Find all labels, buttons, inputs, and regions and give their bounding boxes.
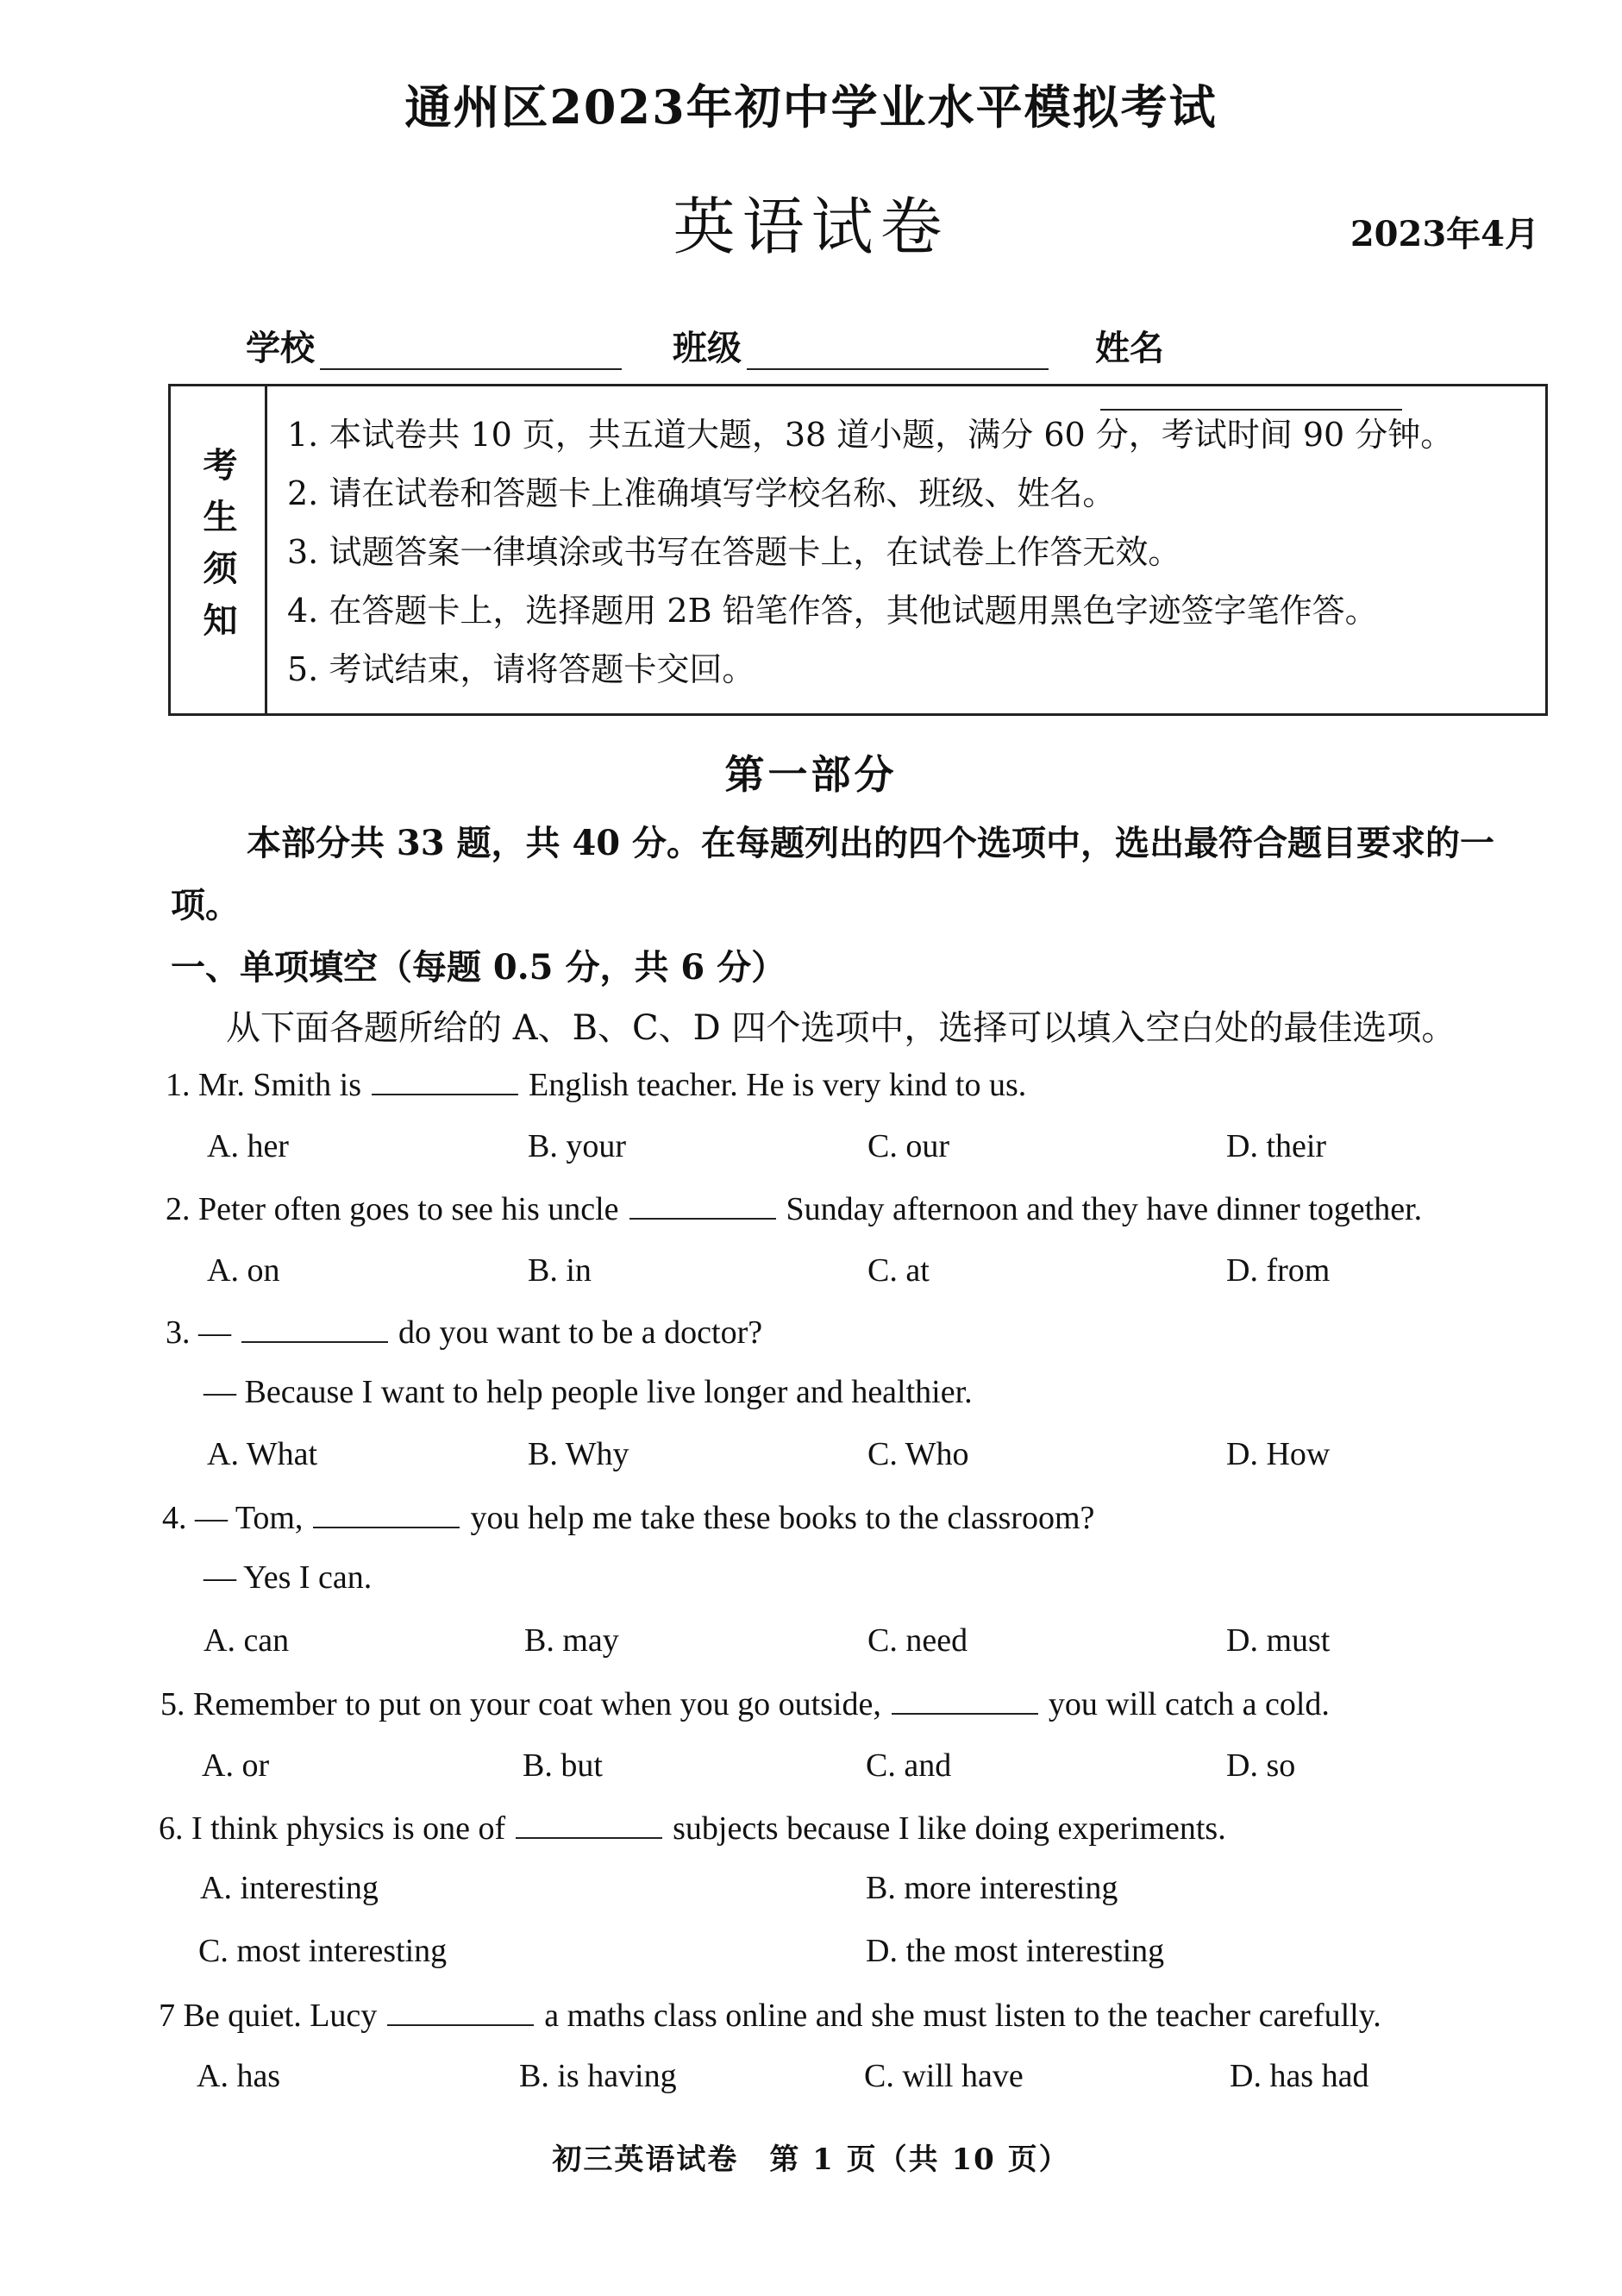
question-2-option-a[interactable]: A. on <box>207 1252 280 1289</box>
question-2-option-b[interactable]: B. in <box>528 1252 592 1289</box>
question-7-option-c[interactable]: C. will have <box>864 2058 1024 2094</box>
notice-label: 考生须知 <box>197 446 238 654</box>
question-6-stem-start: 6. I think physics is one of <box>159 1810 506 1847</box>
question-4-option-d[interactable]: D. must <box>1226 1622 1331 1659</box>
question-1-option-a[interactable]: A. her <box>207 1128 289 1164</box>
name-label: 姓名 <box>1095 328 1164 368</box>
question-2-blank[interactable] <box>629 1189 776 1220</box>
school-blank-line[interactable] <box>320 334 622 370</box>
question-6-option-d[interactable]: D. the most interesting <box>866 1933 1165 1969</box>
exam-title: 通州区2023年初中学业水平模拟考试 <box>404 79 1218 135</box>
question-3-option-d[interactable]: D. How <box>1226 1436 1331 1472</box>
question-6-stem <box>159 1808 1226 1847</box>
part-title: 第一部分 <box>724 751 898 798</box>
notice-list <box>287 412 1537 706</box>
section-heading: 一、单项填空（每题 0.5 分，共 6 分） <box>171 947 786 988</box>
class-label: 班级 <box>673 328 742 368</box>
question-4-reply: — Yes I can. <box>204 1559 373 1596</box>
question-3-reply: — Because I want to help people live longer and healthier. <box>204 1374 973 1410</box>
part-intro: 本部分共 33 题，共 40 分。在每题列出的四个选项中，选出最符合题目要求的一项。 <box>171 823 1495 925</box>
notice-label-cell <box>171 386 267 713</box>
question-7-stem <box>159 1995 1381 2035</box>
question-2-stem <box>166 1189 1422 1228</box>
question-2-stem-end: Sunday afternoon and they have dinner together. <box>786 1191 1423 1227</box>
exam-date: 2023年4月 <box>1350 214 1539 254</box>
question-4-stem <box>162 1497 1094 1537</box>
question-1-blank[interactable] <box>372 1064 518 1095</box>
question-4-option-a[interactable]: A. can <box>204 1622 290 1659</box>
question-4-option-c[interactable]: C. need <box>867 1622 968 1659</box>
question-7-stem-end: a maths class online and she must listen to the teacher carefully. <box>544 1998 1381 2034</box>
school-field[interactable] <box>246 321 622 370</box>
school-label: 学校 <box>246 328 315 368</box>
class-blank-line[interactable] <box>747 334 1049 370</box>
question-1-option-b[interactable]: B. your <box>528 1128 626 1164</box>
question-4-blank[interactable] <box>313 1497 460 1528</box>
section-instruction: 从下面各题所给的 A、B、C、D 四个选项中，选择可以填入空白处的最佳选项。 <box>226 1008 1456 1048</box>
subject-title: 英语试卷 <box>673 191 949 263</box>
question-6-stem-end: subjects because I like doing experiments. <box>673 1810 1226 1847</box>
question-3-stem-start: 3. — <box>166 1314 231 1351</box>
question-6-option-c[interactable]: C. most interesting <box>198 1933 448 1969</box>
notice-item: 5. 考试结束，请将答题卡交回。 <box>287 650 755 688</box>
question-5-stem-start: 5. Remember to put on your coat when you go outside, <box>160 1686 881 1722</box>
question-4-stem-start: 4. — Tom, <box>162 1500 304 1536</box>
question-6-option-b[interactable]: B. more interesting <box>866 1870 1118 1906</box>
question-5-option-b[interactable]: B. but <box>523 1747 603 1784</box>
question-5-option-c[interactable]: C. and <box>866 1747 952 1784</box>
question-2-stem-start: 2. Peter often goes to see his uncle <box>166 1191 619 1227</box>
question-3-option-b[interactable]: B. Why <box>528 1436 629 1472</box>
question-1-stem-end: English teacher. He is very kind to us. <box>529 1067 1027 1103</box>
class-field[interactable] <box>673 321 1049 370</box>
question-1-option-d[interactable]: D. their <box>1226 1128 1327 1164</box>
question-4-option-b[interactable]: B. may <box>524 1622 619 1659</box>
notice-item: 1. 本试卷共 10 页，共五道大题，38 道小题，满分 60 分，考试时间 90 分钟。 <box>287 416 1454 454</box>
question-5-stem-end: you will catch a cold. <box>1048 1686 1330 1722</box>
question-7-option-b[interactable]: B. is having <box>519 2058 677 2094</box>
question-7-option-a[interactable]: A. has <box>197 2058 281 2094</box>
notice-item: 2. 请在试卷和答题卡上准确填写学校名称、班级、姓名。 <box>287 474 1116 512</box>
question-7-stem-start: 7 Be quiet. Lucy <box>159 1998 378 2034</box>
question-3-stem-end: do you want to be a doctor? <box>398 1314 763 1351</box>
question-5-option-d[interactable]: D. so <box>1226 1747 1296 1784</box>
notice-item: 4. 在答题卡上，选择题用 2B 铅笔作答，其他试题用黑色字迹签字笔作答。 <box>287 592 1378 630</box>
question-5-blank[interactable] <box>892 1684 1038 1715</box>
question-6-option-a[interactable]: A. interesting <box>200 1870 379 1906</box>
candidate-notice-box <box>168 384 1548 716</box>
question-2-option-d[interactable]: D. from <box>1226 1252 1331 1289</box>
question-2-option-c[interactable]: C. at <box>867 1252 930 1289</box>
page-footer: 初三英语试卷 第 1 页（共 10 页） <box>552 2142 1070 2177</box>
question-1-option-c[interactable]: C. our <box>867 1128 949 1164</box>
question-1-stem <box>166 1064 1026 1104</box>
question-7-option-d[interactable]: D. has had <box>1230 2058 1369 2094</box>
question-7-blank[interactable] <box>387 1995 534 2026</box>
notice-item: 3. 试题答案一律填涂或书写在答题卡上，在试卷上作答无效。 <box>287 533 1181 571</box>
question-3-stem <box>166 1312 762 1352</box>
question-3-blank[interactable] <box>241 1312 388 1343</box>
question-5-stem <box>160 1684 1330 1723</box>
question-3-option-a[interactable]: A. What <box>207 1436 318 1472</box>
question-4-stem-end: you help me take these books to the classroom? <box>470 1500 1095 1536</box>
question-3-option-c[interactable]: C. Who <box>867 1436 969 1472</box>
question-6-blank[interactable] <box>516 1808 662 1839</box>
question-5-option-a[interactable]: A. or <box>202 1747 270 1784</box>
student-info-row <box>246 321 1470 373</box>
question-1-stem-start: 1. Mr. Smith is <box>166 1067 361 1103</box>
